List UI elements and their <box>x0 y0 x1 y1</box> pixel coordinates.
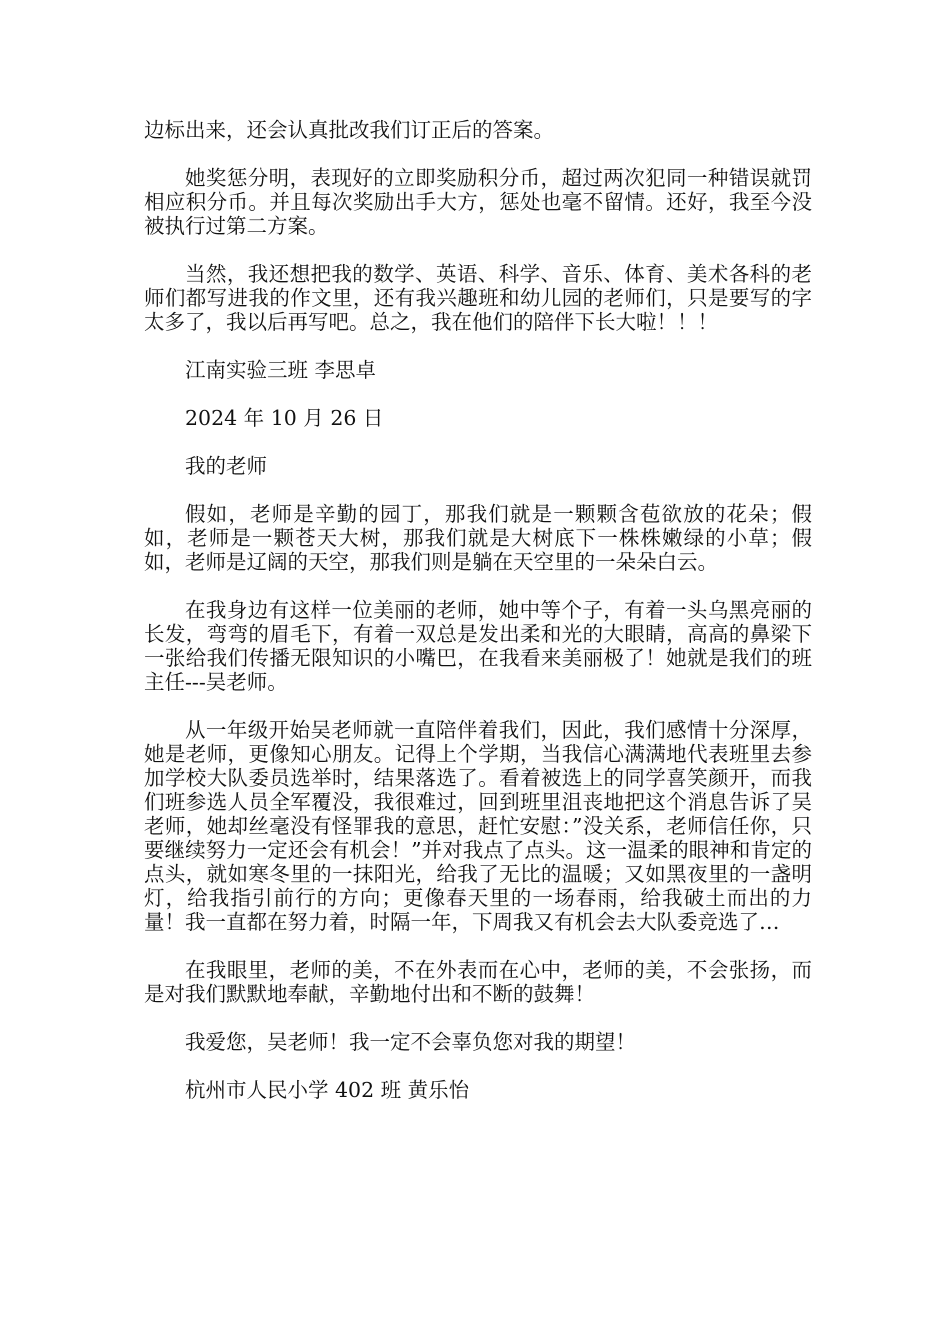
date-line: 2024 年 10 月 26 日 <box>185 406 384 430</box>
paragraph-love: 我爱您，吴老师！我一定不会辜负您对我的期望！ <box>185 1030 636 1054</box>
signature-author-1: 江南实验三班 李思卓 <box>185 358 377 382</box>
paragraph-continuation: 边标出来，还会认真批改我们订正后的答案。 <box>144 118 554 142</box>
document-body <box>144 118 812 1126</box>
paragraph-other-teachers: 当然，我还想把我的数学、英语、科学、音乐、体育、美术各科的老师们都写进我的作文里，还有我兴趣班和幼儿园的老师们，只是要写的字太多了，我以后再写吧。总之，我在他们的陪伴下长大啦！！！ <box>144 262 812 334</box>
signature-author-2: 杭州市人民小学 402 班 黄乐怡 <box>185 1078 470 1102</box>
paragraph-metaphors: 假如，老师是辛勤的园丁，那我们就是一颗颗含苞欲放的花朵；假如，老师是一颗苍天大树，那我们就是大树底下一株株嫩绿的小草；假如，老师是辽阔的天空，那我们则是躺在天空里的一朵朵白云。 <box>144 502 812 574</box>
essay-title: 我的老师 <box>185 454 267 478</box>
paragraph-rewards: 她奖惩分明，表现好的立即奖励积分币，超过两次犯同一种错误就罚相应积分币。并且每次奖励出手大方，惩处也毫不留情。还好，我至今没被执行过第二方案。 <box>144 166 812 238</box>
paragraph-election-story: 从一年级开始吴老师就一直陪伴着我们，因此，我们感情十分深厚，她是老师，更像知心朋友。记得上个学期，当我信心满满地代表班里去参加学校大队委员选举时，结果落选了。看着被选上的同学喜笑颜开，而我们班参选人员全军覆没，我很难过，回到班里沮丧地把这个消息告诉了吴老师，她却丝毫没有怪罪我的意思，赶忙安慰：”没关系，老师信任你，只要继续努力一定还会有机会！”并对我点了点头。这一温柔的眼神和肯定的点头，就如寒冬里的一抹阳光，给我了无比的温暖；又如黑夜里的一盏明灯，给我指引前行的方向；更像春天里的一场春雨，给我破土而出的力量！我一直都在努力着，时隔一年，下周我又有机会去大队委竞选了… <box>144 718 812 934</box>
paragraph-teacher-description: 在我身边有这样一位美丽的老师，她中等个子，有着一头乌黑亮丽的长发，弯弯的眉毛下，有着一双总是发出柔和光的大眼睛，高高的鼻梁下一张给我们传播无限知识的小嘴巴，在我看来美丽极了！她就是我们的班主任---吴老师。 <box>144 598 812 694</box>
paragraph-teacher-beauty: 在我眼里，老师的美，不在外表而在心中，老师的美，不会张扬，而是对我们默默地奉献，辛勤地付出和不断的鼓舞！ <box>144 958 812 1006</box>
